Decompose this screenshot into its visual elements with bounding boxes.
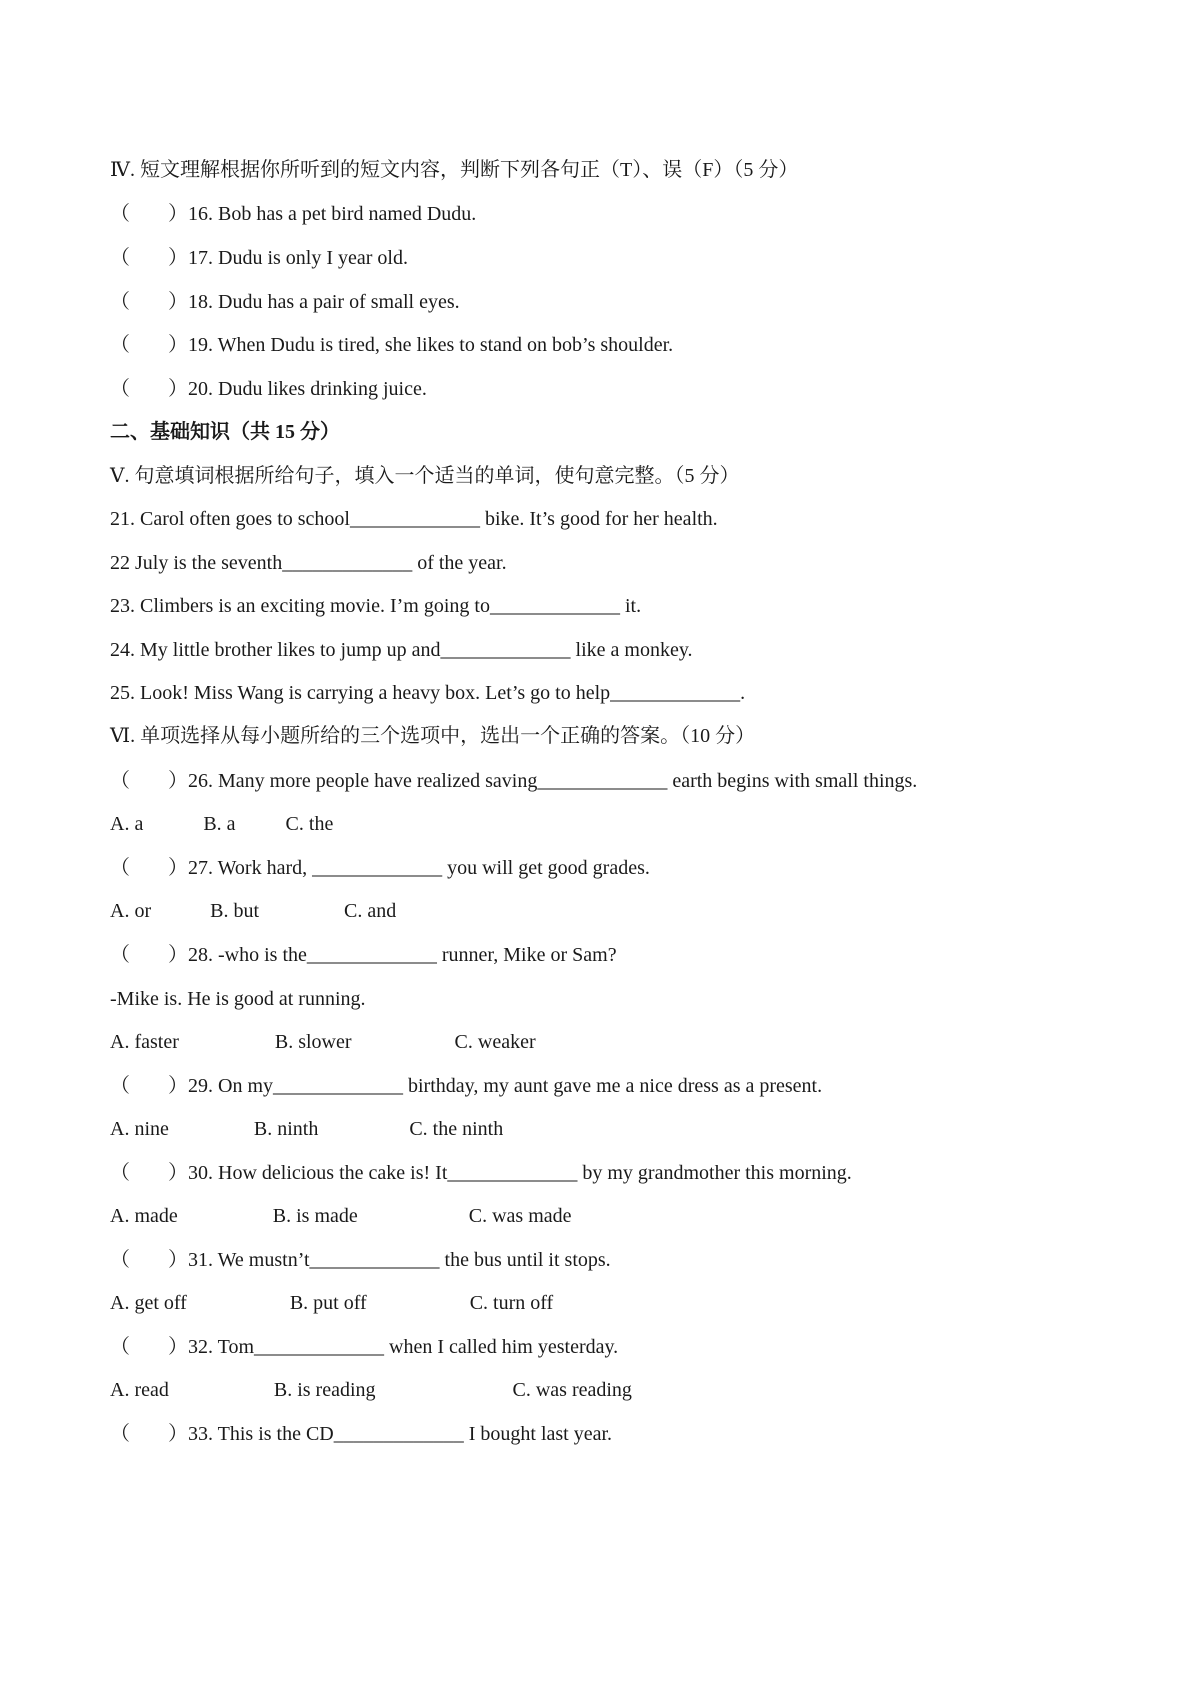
- bracket-open: （: [110, 203, 130, 225]
- option-choice: C. the ninth: [409, 1118, 504, 1140]
- question-line: 21. Carol often goes to school_____________ bike. It’s good for her health.: [110, 508, 718, 530]
- question-text: 32. Tom_____________ when I called him yesterday.: [188, 1336, 619, 1358]
- option-choice: C. turn off: [469, 1292, 554, 1314]
- bracket-close: ）: [168, 1423, 188, 1445]
- option-choice: B. ninth: [253, 1118, 319, 1140]
- option-choice: A. or: [110, 900, 152, 922]
- options-row: [110, 1204, 572, 1228]
- options-row: [110, 1378, 632, 1402]
- bracket-open: （: [110, 378, 130, 400]
- question-line: 24. My little brother likes to jump up and_____________ like a monkey.: [110, 639, 693, 661]
- bracket-open: （: [110, 1423, 130, 1445]
- question-line: -Mike is. He is good at running.: [110, 988, 366, 1010]
- question-text: 18. Dudu has a pair of small eyes.: [188, 291, 460, 313]
- answer-bracket: [110, 377, 188, 401]
- question-item: [110, 333, 673, 357]
- question-line: 23. Climbers is an exciting movie. I’m going to_____________ it.: [110, 595, 642, 617]
- bracket-close: ）: [168, 944, 188, 966]
- question-text: 27. Work hard, _____________ you will get good grades.: [188, 857, 650, 879]
- question-text: 19. When Dudu is tired, she likes to stand on bob’s shoulder.: [188, 334, 674, 356]
- question-item: [110, 290, 460, 314]
- bracket-open: （: [110, 291, 130, 313]
- section-instruction: Ⅵ. 单项选择从每小题所给的三个选项中，选出一个正确的答案。（10 分）: [110, 725, 756, 747]
- bracket-close: ）: [168, 378, 188, 400]
- option-choice: B. is made: [272, 1205, 358, 1227]
- answer-bracket: [110, 1248, 188, 1272]
- bracket-open: （: [110, 770, 130, 792]
- question-text: 33. This is the CD_____________ I bought last year.: [188, 1423, 613, 1445]
- option-choice: C. weaker: [454, 1031, 536, 1053]
- question-item: [110, 1074, 822, 1098]
- option-choice: C. was reading: [512, 1379, 632, 1401]
- question-text: 30. How delicious the cake is! It_____________ by my grandmother this morning.: [188, 1162, 852, 1184]
- bracket-close: ）: [168, 1075, 188, 1097]
- answer-bracket: [110, 856, 188, 880]
- answer-bracket: [110, 290, 188, 314]
- bracket-open: （: [110, 334, 130, 356]
- question-item: [110, 377, 427, 401]
- option-choice: A. read: [110, 1379, 169, 1401]
- option-choice: A. get off: [110, 1292, 187, 1314]
- options-row: [110, 1030, 536, 1054]
- part-title: 二、基础知识（共 15 分）: [110, 421, 340, 443]
- option-choice: B. but: [210, 900, 260, 922]
- question-item: [110, 1422, 612, 1446]
- question-item: [110, 769, 917, 793]
- question-item: [110, 856, 650, 880]
- bracket-open: （: [110, 1075, 130, 1097]
- option-choice: B. put off: [289, 1292, 367, 1314]
- option-choice: B. slower: [274, 1031, 352, 1053]
- option-choice: C. was made: [468, 1205, 572, 1227]
- options-row: [110, 812, 333, 836]
- question-line: 22 July is the seventh_____________ of the year.: [110, 552, 507, 574]
- answer-bracket: [110, 1335, 188, 1359]
- bracket-open: （: [110, 1249, 130, 1271]
- bracket-close: ）: [168, 1336, 188, 1358]
- option-choice: A. made: [110, 1205, 178, 1227]
- bracket-open: （: [110, 944, 130, 966]
- bracket-close: ）: [168, 857, 188, 879]
- question-text: 31. We mustn’t_____________ the bus until it stops.: [188, 1249, 611, 1271]
- answer-bracket: [110, 1161, 188, 1185]
- answer-bracket: [110, 943, 188, 967]
- question-text: 26. Many more people have realized saving_____________ earth begins with small things.: [188, 770, 918, 792]
- option-choice: C. and: [344, 900, 397, 922]
- bracket-open: （: [110, 857, 130, 879]
- answer-bracket: [110, 769, 188, 793]
- option-choice: B. a: [203, 813, 236, 835]
- bracket-open: （: [110, 1336, 130, 1358]
- question-text: 16. Bob has a pet bird named Dudu.: [188, 203, 477, 225]
- answer-bracket: [110, 1422, 188, 1446]
- question-text: 17. Dudu is only I year old.: [188, 247, 408, 269]
- bracket-close: ）: [168, 247, 188, 269]
- question-text: 20. Dudu likes drinking juice.: [188, 378, 427, 400]
- bracket-close: ）: [168, 334, 188, 356]
- question-item: [110, 246, 408, 270]
- bracket-open: （: [110, 247, 130, 269]
- bracket-close: ）: [168, 770, 188, 792]
- bracket-close: ）: [168, 1249, 188, 1271]
- options-row: [110, 1117, 503, 1141]
- option-choice: A. faster: [110, 1031, 179, 1053]
- options-row: [110, 899, 396, 923]
- option-choice: C. the: [285, 813, 334, 835]
- option-choice: A. nine: [110, 1118, 169, 1140]
- question-line: 25. Look! Miss Wang is carrying a heavy box. Let’s go to help_____________.: [110, 682, 746, 704]
- bracket-close: ）: [168, 1162, 188, 1184]
- bracket-close: ）: [168, 291, 188, 313]
- answer-bracket: [110, 246, 188, 270]
- section-instruction: Ⅴ. 句意填词根据所给句子，填入一个适当的单词，使句意完整。（5 分）: [110, 465, 740, 487]
- question-item: [110, 202, 476, 226]
- bracket-close: ）: [168, 203, 188, 225]
- question-item: [110, 1335, 618, 1359]
- question-item: [110, 1248, 611, 1272]
- question-text: 29. On my_____________ birthday, my aunt gave me a nice dress as a present.: [188, 1075, 823, 1097]
- answer-bracket: [110, 333, 188, 357]
- answer-bracket: [110, 1074, 188, 1098]
- option-choice: A. a: [110, 813, 144, 835]
- question-item: [110, 1161, 852, 1185]
- question-item: [110, 943, 617, 967]
- section-instruction: Ⅳ. 短文理解根据你所听到的短文内容，判断下列各句正（T）、误（F）（5 分）: [110, 159, 799, 181]
- options-row: [110, 1291, 553, 1315]
- answer-bracket: [110, 202, 188, 226]
- option-choice: B. is reading: [273, 1379, 376, 1401]
- question-text: 28. -who is the_____________ runner, Mike or Sam?: [188, 944, 617, 966]
- bracket-open: （: [110, 1162, 130, 1184]
